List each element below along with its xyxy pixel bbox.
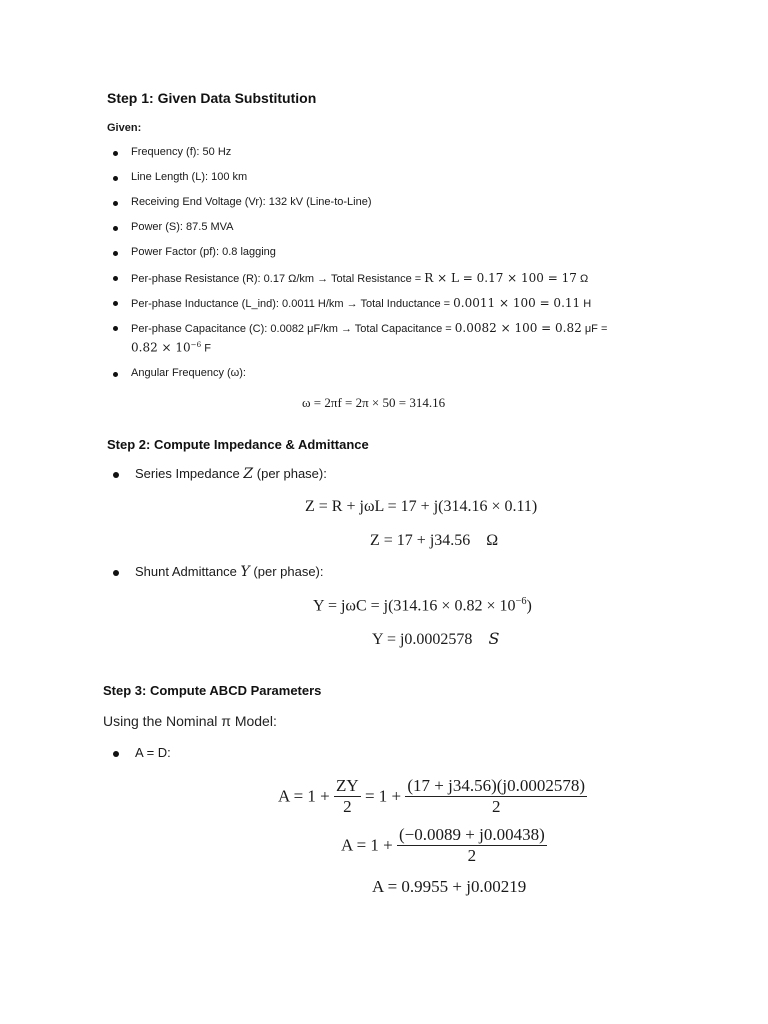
list-item: Receiving End Voltage (Vr): 132 kV (Line-to-Line): [131, 196, 372, 208]
impedance-result: Z = 17 + j34.56 Ω: [370, 532, 499, 549]
list-item: Per-phase Resistance (R): 0.17 Ω/km → Total Resistance = R × L = 0.17 × 100 = 17 Ω: [131, 271, 589, 285]
list-item: Angular Frequency (ω):: [131, 367, 246, 379]
fraction: $\frac{(17 + j34.56)(j0.0002578)}{2}$: [407, 776, 586, 816]
bullet: [113, 372, 118, 377]
bullet: [113, 326, 118, 331]
list-item: Series Impedance Z (per phase):: [135, 466, 327, 482]
bullet: [113, 276, 118, 281]
bullet: [113, 472, 119, 478]
admittance-result: Y = j0.0002578 S: [372, 629, 500, 648]
bullet: [113, 226, 118, 231]
admittance-equation: $Y = j\omega C = j(314.16 \times 0.82 \times 10^{-6})$: [313, 596, 532, 615]
nominal-pi-intro: Using the Nominal π Model:: [103, 713, 277, 729]
bullet: [113, 570, 119, 576]
omega-equation: ω = 2πf = 2π × 50 = 314.16: [302, 395, 446, 410]
list-item: Shunt Admittance Y (per phase):: [135, 564, 324, 580]
fraction: $\frac{(-0.0089 + j0.00438)}{2}$: [399, 825, 545, 865]
list-item: A = D:: [135, 745, 171, 760]
step2-heading: Step 2: Compute Impedance & Admittance: [107, 437, 369, 452]
list-item-continuation: $0.82 \times 10^{-6}$ F: [131, 340, 211, 355]
list-item: Power (S): 87.5 MVA: [131, 221, 234, 233]
fraction: $\frac{ZY}{2}$: [336, 776, 359, 816]
bullet: [113, 301, 118, 306]
list-item: Line Length (L): 100 km: [131, 171, 248, 183]
a-equation-2: A = 1 + $\frac{(-0.0089 + j0.00438)}{2}$: [341, 825, 545, 865]
bullet: [113, 251, 118, 256]
impedance-equation: Z = R + jωL = 17 + j(314.16 × 0.11): [305, 498, 538, 515]
list-item: Per-phase Capacitance (C): 0.0082 μF/km → Total Capacitance = 0.0082 × 100 = 0.82 μF =: [131, 321, 608, 335]
list-item: Power Factor (pf): 0.8 lagging: [131, 246, 276, 258]
bullet: [113, 751, 119, 757]
a-equation-1: A = 1 + $\frac{ZY}{2}$ = 1 + $\frac{(17 + j34.56)(j0.0002578)}{2}$: [278, 776, 586, 816]
a-result: A = 0.9955 + j0.00219: [372, 877, 527, 896]
bullet: [113, 201, 118, 206]
list-item: Frequency (f): 50 Hz: [131, 146, 232, 158]
step3-heading: Step 3: Compute ABCD Parameters: [103, 683, 322, 698]
given-label: Given:: [107, 122, 142, 134]
bullet: [113, 176, 118, 181]
list-item: Per-phase Inductance (L_ind): 0.0011 H/km → Total Inductance = 0.0011 × 100 = 0.11 H: [131, 296, 592, 310]
step1-heading: Step 1: Given Data Substitution: [107, 90, 317, 106]
bullet: [113, 151, 118, 156]
